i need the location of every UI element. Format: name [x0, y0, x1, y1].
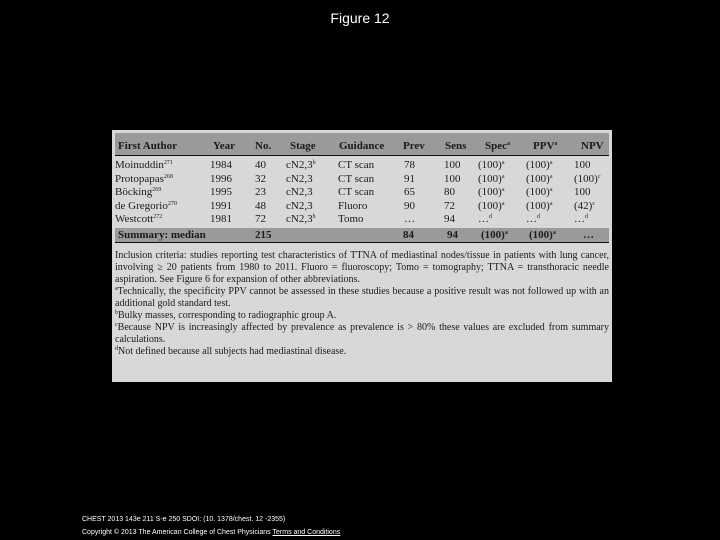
- summary-sens: 94: [447, 229, 458, 241]
- cell-npv: $(42)^c$: [574, 199, 595, 212]
- summary-rule: [115, 242, 609, 243]
- cell-spec: $(100)^a$: [478, 199, 505, 212]
- cell-prev: …: [404, 213, 415, 226]
- cell-ppv: $(100)^a$: [526, 186, 553, 199]
- cell-year: 1996: [210, 172, 232, 185]
- cell-no: 72: [255, 213, 266, 226]
- cell-stage: cN2,3: [286, 172, 313, 185]
- footnote-inclusion: Inclusion criteria: studies reporting test characteristics of TTNA of mediastinal nodes/tissue in patients with lung cancer, involving ≥ 20 patients from 1980 to 2011. Fluoro = fluoroscopy; Tomo = tomography; TTNA = transthoracic needle aspiration. See Figure 6 for expansion of other abbreviations.: [115, 250, 609, 285]
- footnote-b: $^b$Bulky masses, corresponding to radiographic group A.: [115, 310, 337, 321]
- header-rule: [115, 155, 609, 156]
- summary-row: [115, 228, 609, 242]
- cell-npv: …$^d$: [574, 213, 588, 226]
- cell-spec: $(100)^a$: [478, 172, 505, 185]
- cell-no: 23: [255, 186, 266, 199]
- cell-year: 1995: [210, 186, 232, 199]
- cell-spec: $(100)^a$: [478, 186, 505, 199]
- cell-no: 40: [255, 159, 266, 171]
- cell-guidance: CT scan: [338, 159, 375, 171]
- footnotes: [115, 250, 609, 358]
- table-header-row: [115, 133, 609, 155]
- cell-author: Westcott$^{272}$: [115, 213, 163, 226]
- summary-no: 215: [255, 229, 272, 241]
- cell-year: 1984: [210, 159, 232, 171]
- header-year: Year: [213, 140, 235, 152]
- cell-prev: 78: [404, 159, 415, 171]
- cell-stage: cN2,3$^b$: [286, 213, 316, 226]
- cell-no: 48: [255, 199, 266, 212]
- summary-npv: …: [583, 229, 594, 241]
- header-no: No.: [255, 140, 272, 152]
- cell-year: 1981: [210, 213, 232, 226]
- cell-ppv: $(100)^a$: [526, 172, 553, 185]
- summary-prev: 84: [403, 229, 414, 241]
- cell-no: 32: [255, 172, 266, 185]
- figure-image: [112, 130, 612, 382]
- cell-npv: $(100)^c$: [574, 172, 601, 185]
- cell-npv: 100: [574, 186, 591, 199]
- cell-guidance: Tomo: [338, 213, 364, 226]
- cell-year: 1991: [210, 199, 232, 212]
- header-first-author: First Author: [118, 140, 177, 152]
- footnote-c: $^c$Because NPV is increasingly affected by prevalence as prevalence is > 80% these values are excluded from summary calculations.: [115, 322, 609, 345]
- cell-spec: $(100)^a$: [478, 159, 505, 171]
- summary-label: Summary: median: [118, 229, 206, 241]
- cell-author: Moinuddin$^{271}$: [115, 159, 173, 171]
- copyright: [82, 528, 340, 537]
- summary-spec: $(100)^a$: [481, 229, 508, 241]
- cell-sens: 100: [444, 172, 461, 185]
- cell-sens: 72: [444, 199, 455, 212]
- cell-sens: 80: [444, 186, 455, 199]
- header-npv: NPV: [581, 140, 604, 152]
- cell-stage: cN2,3: [286, 199, 313, 212]
- results-table: [112, 130, 612, 242]
- cell-guidance: CT scan: [338, 172, 375, 185]
- cell-prev: 65: [404, 186, 415, 199]
- cell-prev: 91: [404, 172, 415, 185]
- footnote-a: $^a$Technically, the specificity PPV cannot be assessed in these studies because a positive result was not followed up with an additional gold standard test.: [115, 286, 609, 309]
- cell-stage: cN2,3$^b$: [286, 159, 316, 171]
- header-stage: Stage: [290, 140, 316, 152]
- summary-ppv: $(100)^a$: [529, 229, 556, 241]
- cell-sens: 94: [444, 213, 455, 226]
- cell-guidance: Fluoro: [338, 199, 368, 212]
- cell-author: Böcking$^{269}$: [115, 186, 162, 199]
- header-sens: Sens: [445, 140, 467, 152]
- cell-ppv: $(100)^a$: [526, 199, 553, 212]
- cell-spec: …$^d$: [478, 213, 492, 226]
- header-spec: Spec$^a$: [485, 140, 510, 152]
- cell-npv: 100: [574, 159, 591, 171]
- cell-prev: 90: [404, 199, 415, 212]
- cell-guidance: CT scan: [338, 186, 375, 199]
- cell-ppv: $(100)^a$: [526, 159, 553, 171]
- terms-and-conditions-link[interactable]: Terms and Conditions: [272, 529, 341, 536]
- slide-title: Figure 12: [330, 10, 390, 26]
- header-prev: Prev: [403, 140, 425, 152]
- cell-ppv: …$^d$: [526, 213, 540, 226]
- copyright-text: Copyright © 2013 The American College of Chest Physicians: [82, 529, 271, 536]
- cell-author: de Gregorio$^{270}$: [115, 199, 177, 212]
- cell-sens: 100: [444, 159, 461, 171]
- header-guidance: Guidance: [339, 140, 385, 152]
- cell-stage: cN2,3: [286, 186, 313, 199]
- footnote-d: $^d$Not defined because all subjects had mediastinal disease.: [115, 346, 347, 357]
- cell-author: Protopapas$^{268}$: [115, 172, 173, 185]
- header-ppv: PPV$^a$: [533, 140, 558, 152]
- citation: CHEST 2013 143e 211 S-e 250 SDOI: (10. 1378/chest. 12 -2355): [82, 516, 286, 523]
